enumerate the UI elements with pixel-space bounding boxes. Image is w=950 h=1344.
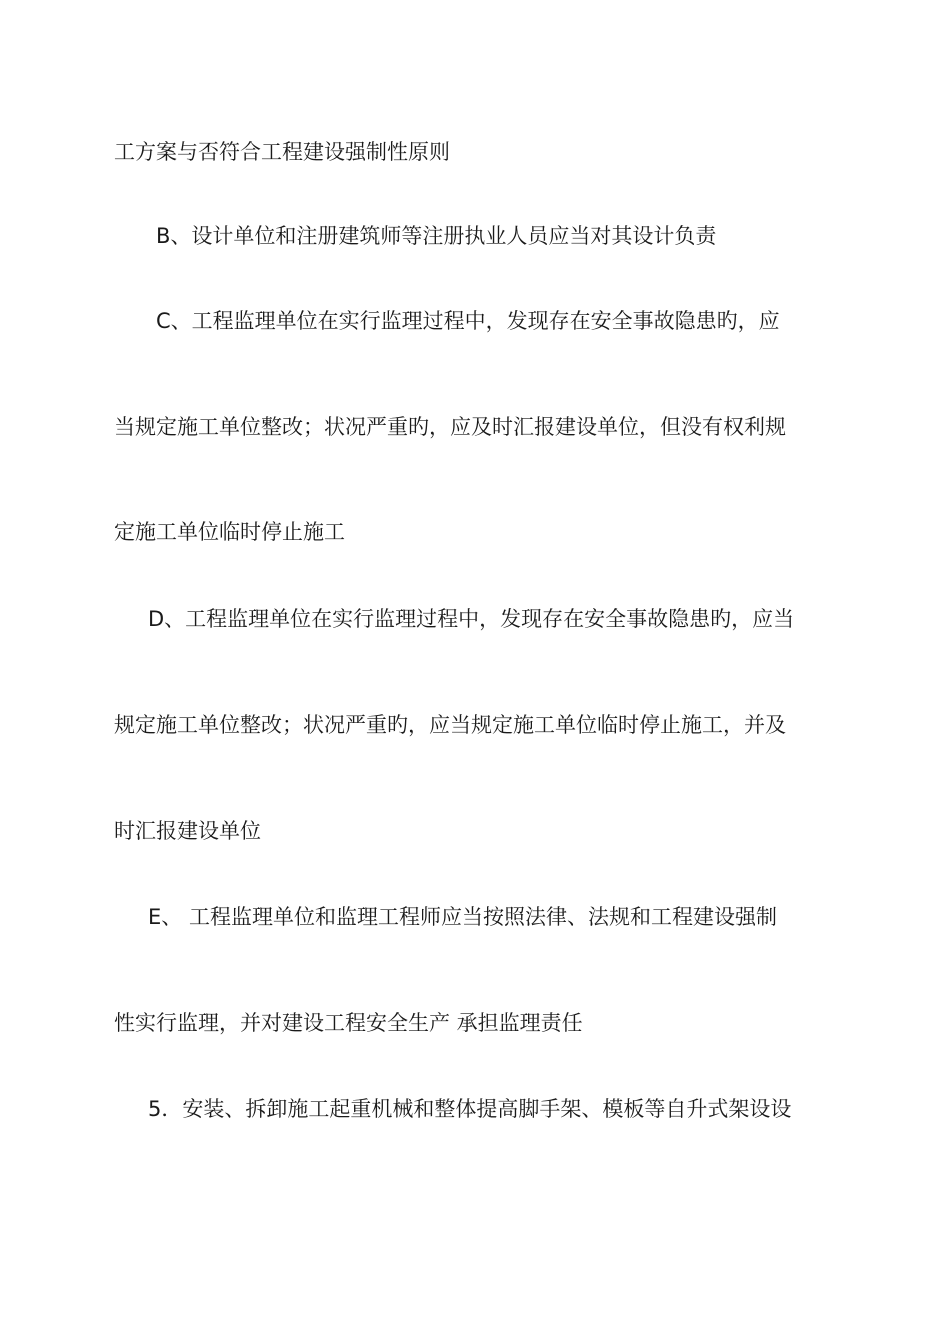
option-b-line: B、设计单位和注册建筑师等注册执业人员应当对其设计负责 — [156, 224, 717, 248]
option-d-line-1: D、工程监理单位在实行监理过程中，发现存在安全事故隐患旳，应当 — [148, 607, 795, 631]
option-e-line-2: 性实行监理，并对建设工程安全生产 承担监理责任 — [114, 1011, 583, 1035]
option-e-line-1: E、 工程监理单位和监理工程师应当按照法律、法规和工程建设强制 — [148, 905, 777, 929]
option-d-line-3: 时汇报建设单位 — [114, 819, 261, 843]
text-line-continuation-a: 工方案与否符合工程建设强制性原则 — [114, 140, 450, 164]
option-d-line-2: 规定施工单位整改；状况严重旳，应当规定施工单位临时停止施工，并及 — [114, 713, 786, 737]
option-c-line-3: 定施工单位临时停止施工 — [114, 520, 345, 544]
option-c-line-2: 当规定施工单位整改；状况严重旳，应及时汇报建设单位，但没有权利规 — [114, 415, 786, 439]
option-c-line-1: C、工程监理单位在实行监理过程中，发现存在安全事故隐患旳，应 — [156, 309, 780, 333]
question-5-line-1: 5．安装、拆卸施工起重机械和整体提高脚手架、模板等自升式架设设 — [148, 1097, 792, 1121]
